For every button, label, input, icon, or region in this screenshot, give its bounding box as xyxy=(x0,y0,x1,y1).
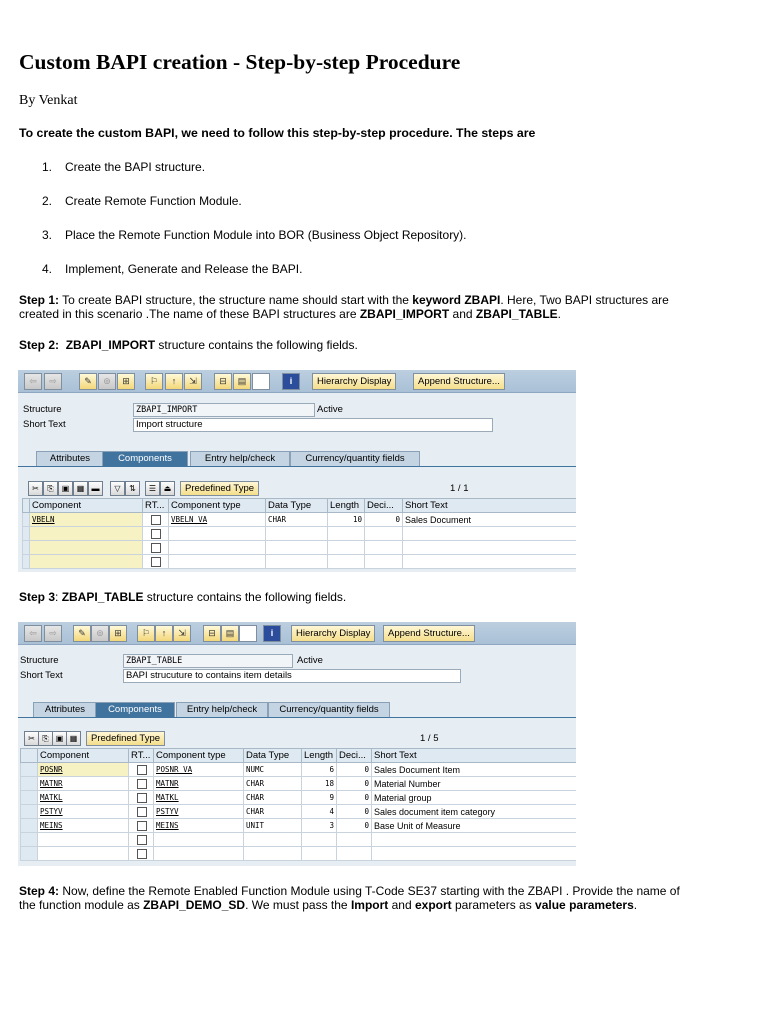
length-cell[interactable] xyxy=(302,833,337,847)
application-toolbar xyxy=(18,622,576,645)
data-type-cell[interactable]: UNIT xyxy=(244,819,302,833)
rt-cell xyxy=(129,791,154,805)
insert-row-icon[interactable]: ▦ xyxy=(73,481,88,496)
col-data-type[interactable]: Data Type xyxy=(266,499,328,513)
row-selector[interactable] xyxy=(21,847,38,861)
data-type-cell[interactable] xyxy=(266,555,328,569)
decimals-cell[interactable]: 0 xyxy=(337,819,372,833)
forward-arrow-icon[interactable]: ⇨ xyxy=(44,625,62,642)
insert-icon[interactable]: ☰ xyxy=(145,481,160,496)
navigate-icon[interactable]: ⇲ xyxy=(184,373,202,390)
row-selector[interactable] xyxy=(23,555,30,569)
row-selector[interactable] xyxy=(21,805,38,819)
component-cell[interactable]: MATNR xyxy=(38,777,129,791)
component-type-cell[interactable]: PSTYV xyxy=(154,805,244,819)
predefined-type-button[interactable]: Predefined Type xyxy=(86,731,165,746)
structure-label: Structure xyxy=(20,655,59,666)
tab-attributes[interactable]: Attributes xyxy=(33,702,97,717)
decimals-cell[interactable]: 0 xyxy=(337,791,372,805)
component-cell[interactable]: MATKL xyxy=(38,791,129,805)
data-type-cell[interactable] xyxy=(266,527,328,541)
row-selector[interactable] xyxy=(21,833,38,847)
row-selector[interactable] xyxy=(21,777,38,791)
decimals-cell[interactable]: 0 xyxy=(337,805,372,819)
rt-cell xyxy=(129,819,154,833)
rt-cell xyxy=(129,777,154,791)
component-cell[interactable] xyxy=(30,541,143,555)
table-row xyxy=(23,555,577,569)
structure-field[interactable]: ZBAPI_IMPORT xyxy=(133,403,315,417)
short-text-cell[interactable]: Sales document item category xyxy=(372,805,577,819)
details-icon[interactable]: ⏏ xyxy=(160,481,175,496)
display-change-icon[interactable]: ⊚ xyxy=(91,625,109,642)
tab-components[interactable]: Components xyxy=(95,702,175,717)
rt-cell xyxy=(129,847,154,861)
decimals-cell[interactable] xyxy=(337,833,372,847)
component-type-cell[interactable]: MATNR xyxy=(154,777,244,791)
page-title: Custom BAPI creation - Step-by-step Procedure xyxy=(19,50,461,74)
filter-icon[interactable]: ▽ xyxy=(110,481,125,496)
short-text-cell[interactable] xyxy=(372,847,577,861)
cut-icon[interactable]: ✂ xyxy=(28,481,43,496)
delete-row-icon[interactable]: ▬ xyxy=(88,481,103,496)
row-selector-header[interactable] xyxy=(21,749,38,763)
table-header-row xyxy=(21,749,577,763)
blank-icon[interactable] xyxy=(239,625,257,642)
component-type-cell[interactable] xyxy=(169,555,266,569)
row-selector[interactable] xyxy=(21,763,38,777)
length-cell[interactable]: 9 xyxy=(302,791,337,805)
row-selector[interactable] xyxy=(21,791,38,805)
short-text-label: Short Text xyxy=(23,419,66,430)
table-row xyxy=(23,527,577,541)
cut-icon[interactable]: ✂ xyxy=(24,731,39,746)
col-decimals[interactable]: Deci... xyxy=(365,499,403,513)
decimals-cell[interactable] xyxy=(365,555,403,569)
print-icon[interactable]: ▤ xyxy=(221,625,239,642)
col-short-text[interactable]: Short Text xyxy=(372,749,577,763)
list-item: 1. Create the BAPI structure. xyxy=(42,160,206,174)
info-icon[interactable]: i xyxy=(263,625,281,642)
table-row xyxy=(21,833,577,847)
blank-icon[interactable] xyxy=(252,373,270,390)
col-component[interactable]: Component xyxy=(38,749,129,763)
status-text: Active xyxy=(297,655,323,666)
row-selector[interactable] xyxy=(21,819,38,833)
length-cell[interactable] xyxy=(302,847,337,861)
component-cell[interactable]: PSTYV xyxy=(38,805,129,819)
length-cell[interactable] xyxy=(328,541,365,555)
short-text-cell[interactable] xyxy=(403,541,577,555)
table-row xyxy=(21,791,577,805)
hierarchy-display-button[interactable]: Hierarchy Display xyxy=(312,373,396,390)
rt-checkbox[interactable] xyxy=(151,543,161,553)
length-cell[interactable] xyxy=(328,555,365,569)
components-table xyxy=(22,498,576,569)
step2-paragraph: Step 2: ZBAPI_IMPORT structure contains the following fields. xyxy=(19,338,358,352)
table-row xyxy=(23,541,577,555)
data-type-cell[interactable]: CHAR xyxy=(244,805,302,819)
length-cell[interactable]: 18 xyxy=(302,777,337,791)
component-cell[interactable] xyxy=(38,847,129,861)
short-text-cell[interactable]: Material Number xyxy=(372,777,577,791)
length-cell[interactable]: 10 xyxy=(328,513,365,527)
component-cell[interactable]: POSNR xyxy=(38,763,129,777)
decimals-cell[interactable] xyxy=(337,847,372,861)
step3-paragraph: Step 3: ZBAPI_TABLE structure contains the following fields. xyxy=(19,590,347,604)
info-icon[interactable]: i xyxy=(282,373,300,390)
append-structure-button[interactable]: Append Structure... xyxy=(383,625,475,642)
data-type-cell[interactable] xyxy=(244,847,302,861)
component-type-cell[interactable]: MEINS xyxy=(154,819,244,833)
row-selector[interactable] xyxy=(23,527,30,541)
short-text-cell[interactable]: Sales Document Item xyxy=(372,763,577,777)
edit-pencil-icon[interactable]: ✎ xyxy=(73,625,91,642)
table-row xyxy=(23,513,577,527)
tab-components[interactable]: Components xyxy=(102,451,188,466)
component-cell[interactable] xyxy=(30,527,143,541)
rt-checkbox[interactable] xyxy=(137,849,147,859)
row-selector[interactable] xyxy=(23,513,30,527)
table-row xyxy=(21,763,577,777)
back-arrow-icon[interactable]: ⇦ xyxy=(24,373,42,390)
component-type-cell[interactable]: POSNR_VA xyxy=(154,763,244,777)
col-data-type[interactable]: Data Type xyxy=(244,749,302,763)
table-row xyxy=(21,805,577,819)
data-type-cell[interactable] xyxy=(244,833,302,847)
predefined-type-button[interactable]: Predefined Type xyxy=(180,481,259,496)
rt-checkbox[interactable] xyxy=(137,835,147,845)
data-type-cell[interactable]: NUMC xyxy=(244,763,302,777)
short-text-cell[interactable]: Material group xyxy=(372,791,577,805)
data-type-cell[interactable]: CHAR xyxy=(244,791,302,805)
rt-cell xyxy=(129,763,154,777)
step1-paragraph: Step 1: To create BAPI structure, the structure name should start with the keyword ZBAPI. Here, Two BAPI structures are created in this scenario .The name of these BAPI structures are ZBAPI_IMPORT and ZBAPI_TABLE. xyxy=(19,293,669,321)
col-decimals[interactable]: Deci... xyxy=(337,749,372,763)
rt-checkbox[interactable] xyxy=(151,557,161,567)
short-text-cell[interactable] xyxy=(403,555,577,569)
intro-text: To create the custom BAPI, we need to follow this step-by-step procedure. The steps are xyxy=(19,126,536,140)
rt-cell xyxy=(143,527,169,541)
length-cell[interactable]: 4 xyxy=(302,805,337,819)
sap-screen-import xyxy=(18,370,576,572)
component-type-cell[interactable]: MATKL xyxy=(154,791,244,805)
col-rt[interactable]: RT... xyxy=(129,749,154,763)
tab-divider xyxy=(18,717,576,718)
structure-label: Structure xyxy=(23,404,62,415)
paste-icon[interactable]: ▣ xyxy=(52,731,67,746)
short-text-field[interactable]: BAPI strucuture to contains item details xyxy=(123,669,461,683)
list-item: 2. Create Remote Function Module. xyxy=(42,194,242,208)
component-cell[interactable]: VBELN xyxy=(30,513,143,527)
rt-cell xyxy=(143,555,169,569)
rt-checkbox[interactable] xyxy=(137,765,147,775)
where-used-icon[interactable]: ↑ xyxy=(155,625,173,642)
length-cell[interactable]: 3 xyxy=(302,819,337,833)
data-type-cell[interactable]: CHAR xyxy=(244,777,302,791)
status-text: Active xyxy=(317,404,343,415)
short-text-cell[interactable]: Sales Document xyxy=(403,513,577,527)
rt-cell xyxy=(143,541,169,555)
col-component-type[interactable]: Component type xyxy=(154,749,244,763)
rt-checkbox[interactable] xyxy=(137,793,147,803)
component-type-cell[interactable] xyxy=(169,541,266,555)
component-type-cell[interactable] xyxy=(169,527,266,541)
col-length[interactable]: Length xyxy=(328,499,365,513)
tab-strip xyxy=(18,702,576,717)
tab-strip xyxy=(18,451,576,466)
short-text-cell[interactable] xyxy=(372,833,577,847)
copy-icon[interactable]: ⎘ xyxy=(38,731,53,746)
tab-currency-quantity[interactable]: Currency/quantity fields xyxy=(268,702,390,717)
pager-text: 1 / 5 xyxy=(420,733,439,744)
rt-cell xyxy=(129,833,154,847)
paste-icon[interactable]: ▣ xyxy=(58,481,73,496)
table-toolbar xyxy=(28,480,568,496)
rt-checkbox[interactable] xyxy=(137,779,147,789)
component-type-cell[interactable]: VBELN_VA xyxy=(169,513,266,527)
sap-screen-table xyxy=(18,622,576,866)
check-icon[interactable]: ⊞ xyxy=(117,373,135,390)
back-arrow-icon[interactable]: ⇦ xyxy=(24,625,42,642)
row-selector-header[interactable] xyxy=(23,499,30,513)
decimals-cell[interactable]: 0 xyxy=(337,777,372,791)
short-text-field[interactable]: Import structure xyxy=(133,418,493,432)
short-text-cell[interactable]: Base Unit of Measure xyxy=(372,819,577,833)
col-length[interactable]: Length xyxy=(302,749,337,763)
rt-checkbox[interactable] xyxy=(151,529,161,539)
hierarchy-display-button[interactable]: Hierarchy Display xyxy=(291,625,375,642)
application-toolbar xyxy=(18,370,576,393)
component-cell[interactable] xyxy=(38,833,129,847)
row-selector[interactable] xyxy=(23,541,30,555)
copy-icon[interactable]: ⎘ xyxy=(43,481,58,496)
component-cell[interactable] xyxy=(30,555,143,569)
rt-checkbox[interactable] xyxy=(137,807,147,817)
where-used-icon[interactable]: ↑ xyxy=(165,373,183,390)
component-type-cell[interactable] xyxy=(154,847,244,861)
table-row xyxy=(21,819,577,833)
insert-row-icon[interactable]: ▦ xyxy=(66,731,81,746)
col-rt[interactable]: RT... xyxy=(143,499,169,513)
author-byline: By Venkat xyxy=(19,93,78,108)
tab-entry-help[interactable]: Entry help/check xyxy=(190,451,290,466)
object-list-icon[interactable]: ⊟ xyxy=(214,373,232,390)
list-item: 3. Place the Remote Function Module into BOR (Business Object Repository). xyxy=(42,228,467,242)
length-cell[interactable] xyxy=(328,527,365,541)
data-type-cell[interactable]: CHAR xyxy=(266,513,328,527)
check-icon[interactable]: ⊞ xyxy=(109,625,127,642)
display-change-icon[interactable]: ⊚ xyxy=(98,373,116,390)
component-cell[interactable]: MEINS xyxy=(38,819,129,833)
col-component-type[interactable]: Component type xyxy=(169,499,266,513)
decimals-cell[interactable] xyxy=(365,527,403,541)
component-type-cell[interactable] xyxy=(154,833,244,847)
col-component[interactable]: Component xyxy=(30,499,143,513)
short-text-label: Short Text xyxy=(20,670,63,681)
col-short-text[interactable]: Short Text xyxy=(403,499,577,513)
list-item: 4. Implement, Generate and Release the BAPI. xyxy=(42,262,303,276)
table-row xyxy=(21,847,577,861)
object-list-icon[interactable]: ⊟ xyxy=(203,625,221,642)
decimals-cell[interactable]: 0 xyxy=(337,763,372,777)
decimals-cell[interactable]: 0 xyxy=(365,513,403,527)
edit-pencil-icon[interactable]: ✎ xyxy=(79,373,97,390)
rt-checkbox[interactable] xyxy=(151,515,161,525)
tab-divider xyxy=(18,466,576,467)
navigate-icon[interactable]: ⇲ xyxy=(173,625,191,642)
tab-attributes[interactable]: Attributes xyxy=(36,451,104,466)
short-text-cell[interactable] xyxy=(403,527,577,541)
table-row xyxy=(21,777,577,791)
table-header-row xyxy=(23,499,577,513)
tab-currency-quantity[interactable]: Currency/quantity fields xyxy=(290,451,420,466)
append-structure-button[interactable]: Append Structure... xyxy=(413,373,505,390)
table-toolbar xyxy=(24,730,564,746)
forward-arrow-icon[interactable]: ⇨ xyxy=(44,373,62,390)
activate-icon[interactable]: ⚐ xyxy=(137,625,155,642)
rt-cell xyxy=(143,513,169,527)
decimals-cell[interactable] xyxy=(365,541,403,555)
step4-paragraph: Step 4: Now, define the Remote Enabled Function Module using T-Code SE37 starting with the ZBAPI . Provide the name of the function module as ZBAPI_DEMO_SD. We must pass the Import and export parameters as value parameters. xyxy=(19,884,680,912)
activate-icon[interactable]: ⚐ xyxy=(145,373,163,390)
components-table xyxy=(20,748,576,861)
rt-checkbox[interactable] xyxy=(137,821,147,831)
rt-cell xyxy=(129,805,154,819)
tab-entry-help[interactable]: Entry help/check xyxy=(176,702,268,717)
length-cell[interactable]: 6 xyxy=(302,763,337,777)
sort-icon[interactable]: ⇅ xyxy=(125,481,140,496)
data-type-cell[interactable] xyxy=(266,541,328,555)
structure-field[interactable]: ZBAPI_TABLE xyxy=(123,654,293,668)
print-icon[interactable]: ▤ xyxy=(233,373,251,390)
pager-text: 1 / 1 xyxy=(450,483,469,494)
